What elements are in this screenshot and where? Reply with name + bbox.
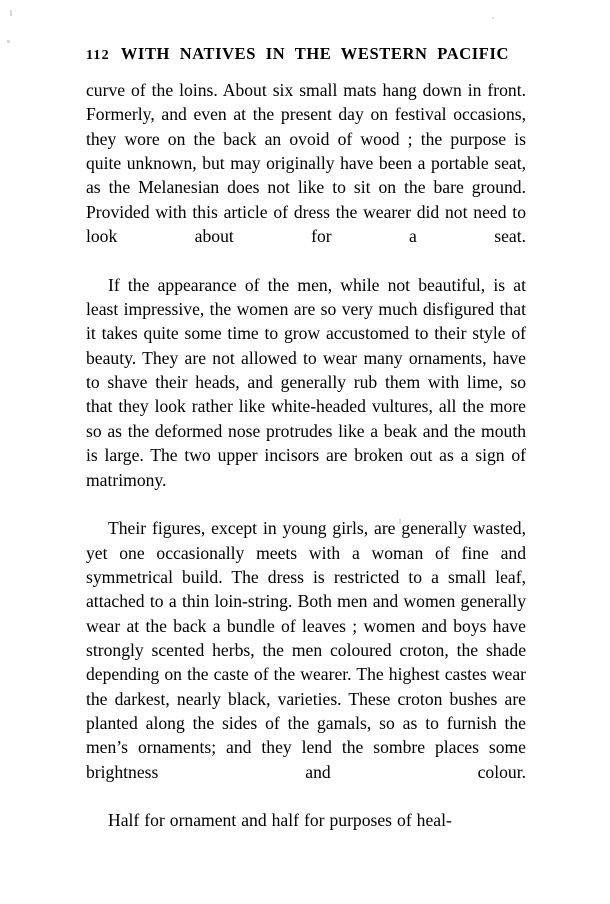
paragraph: Half for ornament and half for purposes of heal-: [108, 810, 452, 831]
scan-speck: [492, 17, 494, 19]
scan-speck: [7, 40, 10, 43]
paragraph: If the appearance of the men, while not beautiful, is at least impressive, the women are so very much disfigured that it takes quite some time to grow accustomed to their style of beauty. They are not allowed to wear many ornaments, have to shave their heads, and generally rub them with lime, so that they look rather like white-headed vultures, all the more so as the deformed nose protrudes like a beak and the mouth is large. The two upper incisors are broken out as a sign of matrimony.: [86, 274, 526, 490]
paragraph: Their figures, except in young girls, are generally wasted, yet one occasionally meets with a woman of fine and symmetrical build. The dress is restricted to a small leaf, attached to a thin loin-string. Both men and women generally wear at the back a bundle of leaves ; women and boys have strongly scented herbs, the men coloured croton, the shade depending on the caste of the wearer. The highest castes wear the darkest, nearly black, varieties. These croton bushes are planted along the sides of the gamals, so as to furnish the men’s ornaments; and they lend the sombre places some brightness and colour.: [86, 518, 526, 782]
running-head: [86, 44, 524, 64]
page-number: 112: [86, 47, 110, 63]
body-text: [86, 78, 526, 833]
paragraph: curve of the loins. About six small mats hang down in front. Formerly, and even at the present day on festival occasions, they wore on the back an ovoid of wood ; the purpose is quite unknown, but may originally have been a portable seat, as the Melanesian does not like to sit on the bare ground. Provided with this article of dress the wearer did not need to look about for a seat.: [86, 80, 526, 247]
book-title: WITH NATIVES IN THE WESTERN PACIFIC: [120, 44, 509, 63]
scan-speck: [10, 10, 12, 16]
